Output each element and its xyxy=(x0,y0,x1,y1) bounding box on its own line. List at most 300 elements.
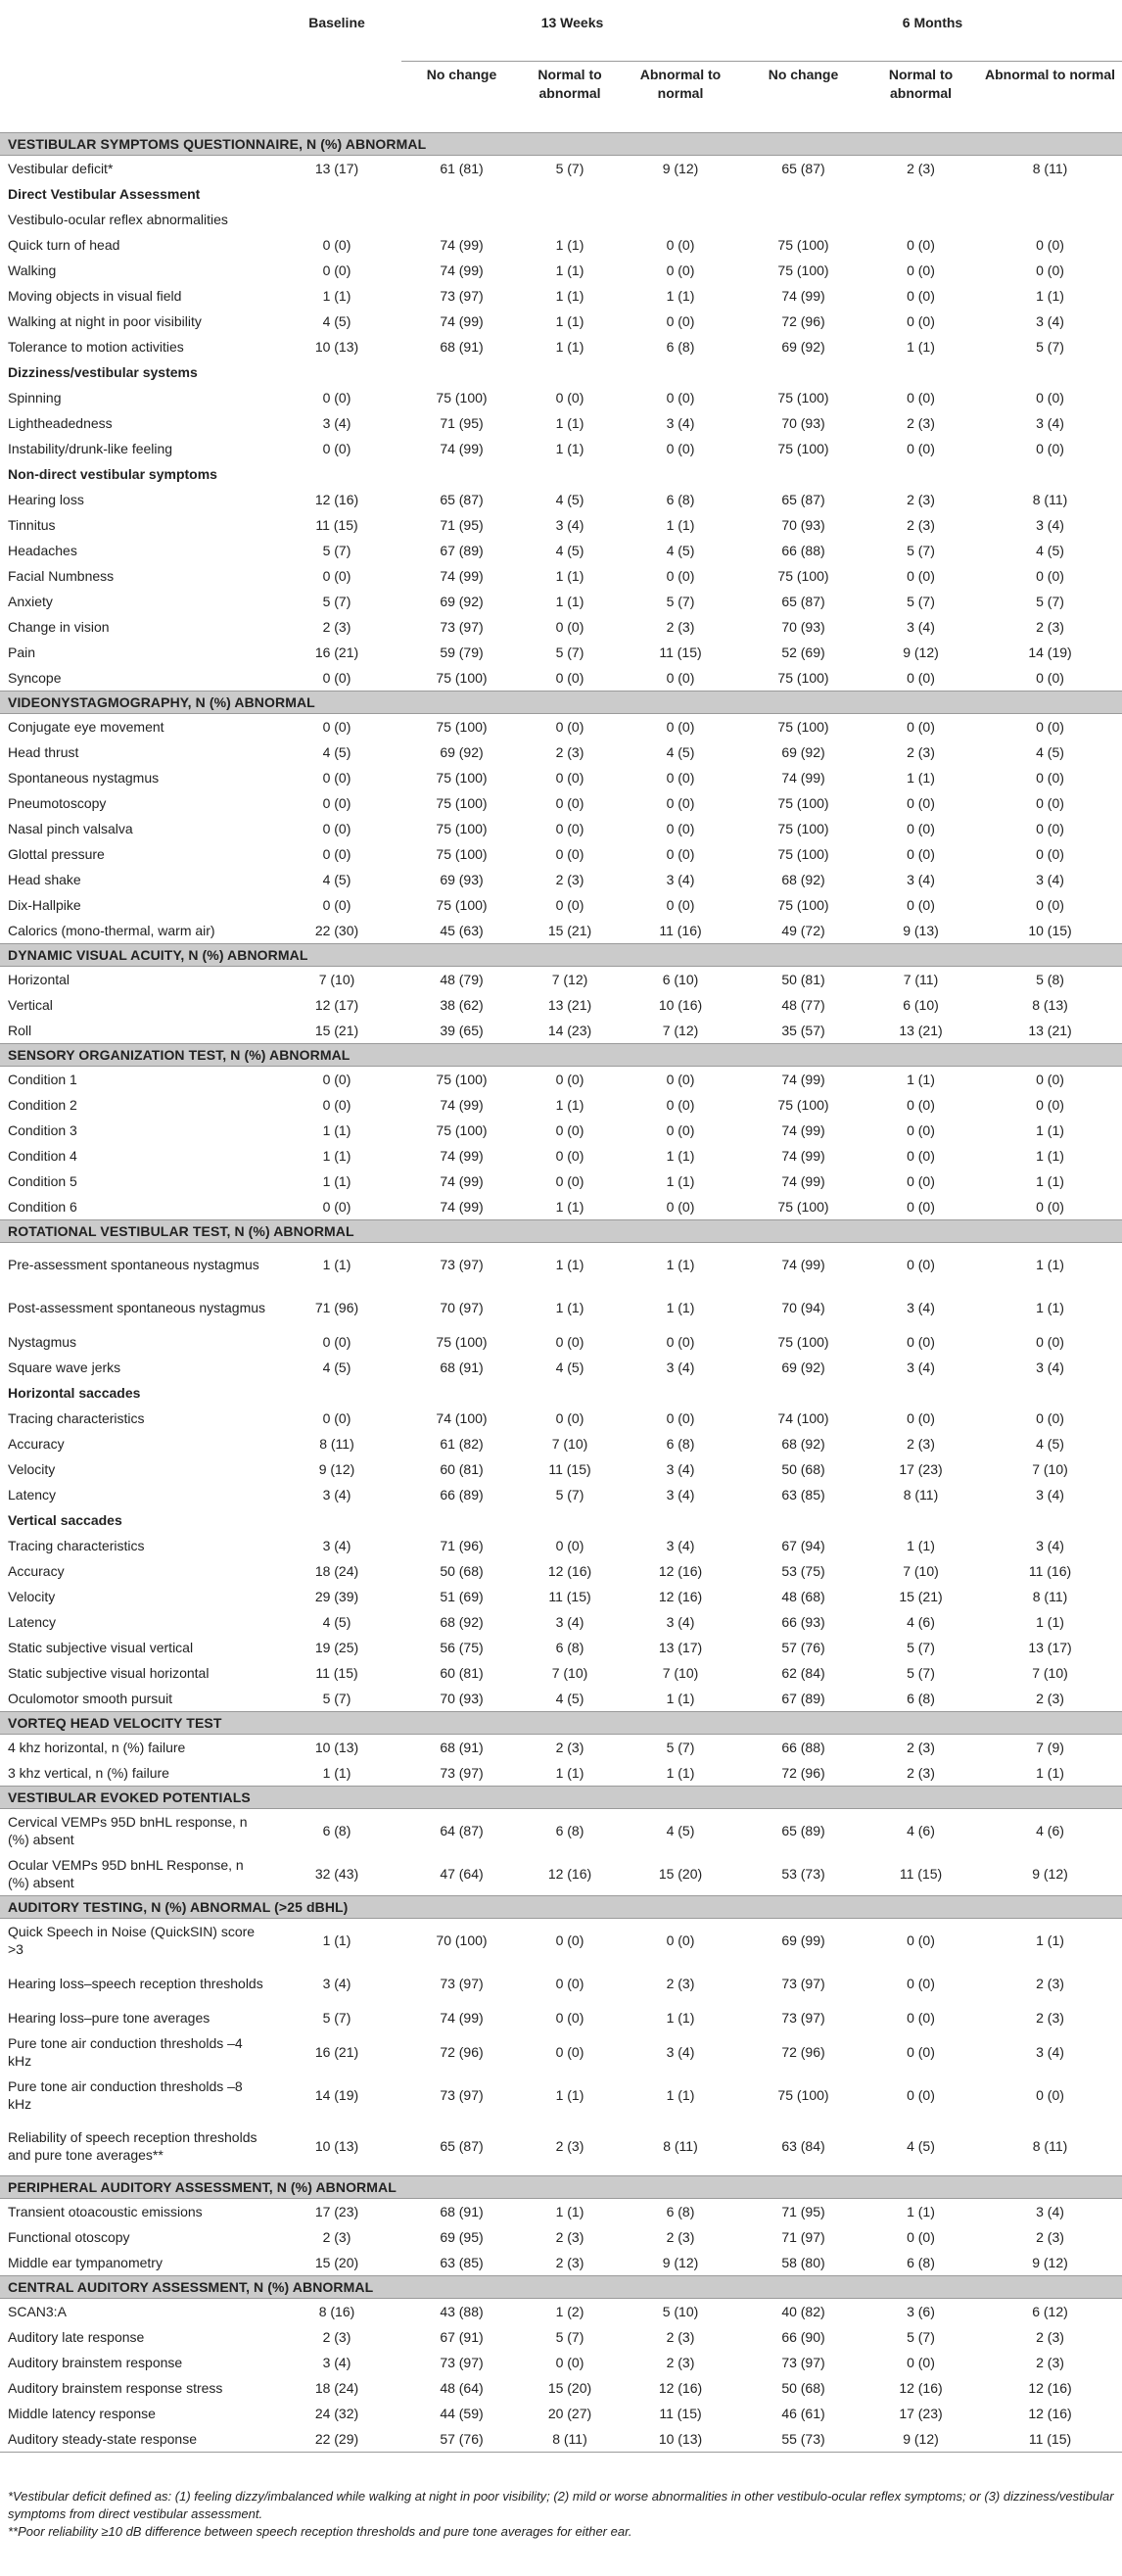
cell-13w-abnormal-to-normal: 13 (17) xyxy=(658,1640,703,1655)
cell-13w-no-change: 73 (97) xyxy=(440,1765,484,1781)
table-row xyxy=(0,2324,1122,2350)
cell-6m-no-change: 49 (72) xyxy=(781,923,825,938)
cell-6m-no-change: 72 (96) xyxy=(781,313,825,329)
row-label: Square wave jerks xyxy=(8,1360,121,1375)
cell-13w-normal-to-abnormal: 7 (10) xyxy=(551,1665,588,1681)
cell-6m-no-change: 74 (99) xyxy=(781,1072,825,1087)
cell-6m-no-change: 52 (69) xyxy=(781,644,825,660)
cell-baseline: 0 (0) xyxy=(322,719,351,735)
table-row xyxy=(0,640,1122,665)
cell-6m-abnormal-to-normal: 0 (0) xyxy=(1036,719,1064,735)
cell-13w-normal-to-abnormal: 15 (21) xyxy=(547,923,592,938)
cell-baseline: 22 (29) xyxy=(272,2426,401,2453)
cell-6m-normal-to-abnormal: 15 (21) xyxy=(899,1589,943,1604)
cell-13w-no-change: 65 (87) xyxy=(440,492,484,507)
cell-13w-no-change: 38 (62) xyxy=(440,997,484,1013)
cell-6m-normal-to-abnormal: 4 (6) xyxy=(907,1823,935,1838)
cell-13w-normal-to-abnormal: 0 (0) xyxy=(555,390,584,405)
section-title: VESTIBULAR SYMPTOMS QUESTIONNAIRE, N (%) ABNORMAL xyxy=(0,133,1122,156)
cell-13w-no-change: 69 (92) xyxy=(440,744,484,760)
cell-baseline: 16 (21) xyxy=(314,644,359,660)
cell-13w-abnormal-to-normal: 8 (11) xyxy=(663,2138,698,2154)
cell-13w-normal-to-abnormal: 1 (1) xyxy=(555,1765,584,1781)
cell-13w-no-change: 60 (81) xyxy=(440,1461,484,1477)
cell-13w-abnormal-to-normal: 1 (1) xyxy=(666,2010,695,2026)
cell-13w-abnormal-to-normal: 1 (1) xyxy=(666,1257,695,1272)
section-header-row xyxy=(0,1044,1122,1067)
cell-6m-normal-to-abnormal: 0 (0) xyxy=(907,1122,935,1138)
cell-6m-no-change: 65 (87) xyxy=(781,492,825,507)
cell-13w-no-change: 74 (99) xyxy=(440,262,484,278)
cell-13w-abnormal-to-normal: 2 (3) xyxy=(666,1976,695,1991)
cell-6m-normal-to-abnormal: 0 (0) xyxy=(907,1257,935,1272)
cell-13w-normal-to-abnormal: 12 (16) xyxy=(547,1866,592,1882)
table-row xyxy=(0,2375,1122,2401)
table-row xyxy=(0,1686,1122,1712)
cell-6m-normal-to-abnormal: 3 (4) xyxy=(907,1300,935,1315)
cell-13w-normal-to-abnormal: 3 (4) xyxy=(555,1614,584,1630)
table-row xyxy=(0,1760,1122,1787)
cell-13w-normal-to-abnormal: 0 (0) xyxy=(555,846,584,862)
cell-6m-normal-to-abnormal: 3 (4) xyxy=(907,872,935,887)
header-13w-normal-to-abnormal: Normal to abnormal xyxy=(538,67,602,101)
cell-6m-normal-to-abnormal: 8 (11) xyxy=(903,1487,939,1503)
cell-6m-no-change: 72 (96) xyxy=(781,1765,825,1781)
row-label: Auditory late response xyxy=(8,2329,145,2345)
cell-6m-abnormal-to-normal: 9 (12) xyxy=(1032,1866,1068,1882)
cell-13w-normal-to-abnormal: 1 (1) xyxy=(555,1300,584,1315)
cell-13w-normal-to-abnormal: 1 (1) xyxy=(555,568,584,584)
cell-13w-abnormal-to-normal: 7 (12) xyxy=(662,1023,699,1038)
cell-baseline: 18 (24) xyxy=(314,2380,359,2396)
cell-13w-no-change: 71 (95) xyxy=(440,415,484,431)
cell-13w-abnormal-to-normal: 9 (12) xyxy=(662,2255,699,2270)
cell-6m-normal-to-abnormal: 0 (0) xyxy=(907,846,935,862)
cell-6m-no-change: 53 (73) xyxy=(781,1866,825,1882)
cell-13w-normal-to-abnormal: 1 (1) xyxy=(555,1097,584,1113)
cell-6m-no-change: 48 (77) xyxy=(781,997,825,1013)
cell-6m-abnormal-to-normal: 2 (3) xyxy=(1036,1976,1064,1991)
cell-13w-no-change: 70 (93) xyxy=(440,1691,484,1706)
table-body xyxy=(0,133,1122,2453)
cell-6m-no-change: 70 (94) xyxy=(781,1300,825,1315)
cell-6m-normal-to-abnormal: 0 (0) xyxy=(907,897,935,913)
cell-13w-abnormal-to-normal: 2 (3) xyxy=(666,2329,695,2345)
row-label: Functional otoscopy xyxy=(8,2229,130,2245)
section-title: VIDEONYSTAGMOGRAPHY, N (%) ABNORMAL xyxy=(0,692,1122,714)
cell-6m-no-change: 75 (100) xyxy=(777,821,829,836)
table-row xyxy=(0,1635,1122,1660)
cell-13w-no-change: 50 (68) xyxy=(440,1563,484,1579)
cell-13w-no-change: 73 (97) xyxy=(440,619,484,635)
cell-6m-no-change: 68 (92) xyxy=(781,1436,825,1452)
cell-baseline: 0 (0) xyxy=(322,441,351,456)
row-label: Cervical VEMPs 95D bnHL response, n (%) absent xyxy=(8,1814,248,1847)
cell-baseline: 12 (16) xyxy=(314,492,359,507)
cell-6m-no-change: 69 (99) xyxy=(781,1932,825,1948)
cell-13w-normal-to-abnormal: 0 (0) xyxy=(555,1173,584,1189)
cell-13w-abnormal-to-normal: 2 (3) xyxy=(666,2229,695,2245)
cell-6m-normal-to-abnormal: 12 (16) xyxy=(899,2380,943,2396)
cell-13w-no-change: 73 (97) xyxy=(440,1257,484,1272)
cell-6m-normal-to-abnormal: 0 (0) xyxy=(907,390,935,405)
cell-6m-no-change: 70 (93) xyxy=(781,619,825,635)
table-row xyxy=(0,1735,1122,1761)
cell-6m-abnormal-to-normal: 12 (16) xyxy=(1028,2406,1072,2421)
table-row xyxy=(0,1482,1122,1507)
cell-6m-abnormal-to-normal: 1 (1) xyxy=(1036,1614,1064,1630)
cell-6m-no-change: 74 (99) xyxy=(781,1257,825,1272)
cell-13w-abnormal-to-normal: 6 (8) xyxy=(666,339,695,355)
row-label: Nasal pinch valsalva xyxy=(8,821,133,836)
row-label: Lightheadedness xyxy=(8,415,113,431)
table-row xyxy=(0,334,1122,359)
cell-6m-normal-to-abnormal: 0 (0) xyxy=(907,719,935,735)
cell-13w-normal-to-abnormal: 1 (1) xyxy=(555,339,584,355)
cell-6m-abnormal-to-normal: 10 (15) xyxy=(1028,923,1072,938)
cell-baseline: 0 (0) xyxy=(322,1334,351,1350)
row-label: Transient otoacoustic emissions xyxy=(8,2204,203,2219)
cell-13w-abnormal-to-normal: 7 (10) xyxy=(662,1665,699,1681)
cell-baseline: 5 (7) xyxy=(322,2010,351,2026)
row-label: Walking xyxy=(8,262,57,278)
row-label: Tolerance to motion activities xyxy=(8,339,184,355)
cell-baseline: 3 (4) xyxy=(322,1976,351,1991)
cell-6m-no-change: 66 (88) xyxy=(781,1740,825,1755)
cell-13w-abnormal-to-normal: 3 (4) xyxy=(666,1487,695,1503)
subsection-title: Direct Vestibular Assessment xyxy=(8,186,201,202)
cell-13w-abnormal-to-normal: 3 (4) xyxy=(666,1360,695,1375)
cell-6m-normal-to-abnormal: 5 (7) xyxy=(907,1665,935,1681)
cell-6m-abnormal-to-normal: 0 (0) xyxy=(1036,670,1064,686)
table-row xyxy=(0,1609,1122,1635)
cell-13w-normal-to-abnormal: 13 (21) xyxy=(547,997,592,1013)
cell-13w-normal-to-abnormal: 0 (0) xyxy=(555,821,584,836)
table-row xyxy=(0,436,1122,461)
cell-13w-normal-to-abnormal: 2 (3) xyxy=(555,1740,584,1755)
cell-13w-no-change: 71 (96) xyxy=(440,1538,484,1553)
cell-6m-normal-to-abnormal: 2 (3) xyxy=(907,1765,935,1781)
row-label: Static subjective visual vertical xyxy=(8,1640,194,1655)
cell-13w-abnormal-to-normal: 1 (1) xyxy=(666,517,695,533)
cell-13w-abnormal-to-normal: 2 (3) xyxy=(666,2355,695,2370)
header-baseline: Baseline xyxy=(308,15,365,30)
cell-13w-normal-to-abnormal: 14 (23) xyxy=(547,1023,592,1038)
row-label: Velocity xyxy=(8,1589,56,1604)
cell-6m-abnormal-to-normal: 8 (11) xyxy=(1032,2138,1068,2154)
cell-13w-abnormal-to-normal: 0 (0) xyxy=(666,441,695,456)
cell-6m-normal-to-abnormal: 0 (0) xyxy=(907,2087,935,2103)
cell-6m-no-change: 70 (93) xyxy=(781,517,825,533)
cell-6m-abnormal-to-normal: 0 (0) xyxy=(1036,2087,1064,2103)
table-row xyxy=(0,1355,1122,1380)
cell-13w-abnormal-to-normal: 1 (1) xyxy=(666,2087,695,2103)
table-header xyxy=(0,0,1122,133)
cell-13w-abnormal-to-normal: 3 (4) xyxy=(666,1538,695,1553)
cell-6m-normal-to-abnormal: 9 (12) xyxy=(903,644,939,660)
table-row xyxy=(0,2350,1122,2375)
cell-baseline: 0 (0) xyxy=(322,897,351,913)
row-label: Facial Numbness xyxy=(8,568,115,584)
cell-13w-abnormal-to-normal: 0 (0) xyxy=(666,795,695,811)
cell-6m-normal-to-abnormal: 0 (0) xyxy=(907,1932,935,1948)
section-header-row xyxy=(0,1787,1122,1809)
row-label: Static subjective visual horizontal xyxy=(8,1665,210,1681)
cell-6m-abnormal-to-normal: 2 (3) xyxy=(1036,1691,1064,1706)
cell-baseline: 8 (11) xyxy=(319,1436,354,1452)
cell-13w-no-change: 69 (93) xyxy=(440,872,484,887)
cell-13w-abnormal-to-normal: 4 (5) xyxy=(666,543,695,558)
cell-6m-no-change: 74 (99) xyxy=(781,288,825,304)
cell-13w-no-change: 74 (100) xyxy=(436,1410,488,1426)
table-row xyxy=(0,992,1122,1018)
row-label: Vertical xyxy=(8,997,53,1013)
cell-baseline: 71 (96) xyxy=(314,1300,359,1315)
cell-13w-abnormal-to-normal: 2 (3) xyxy=(666,619,695,635)
table-row xyxy=(0,790,1122,816)
row-label: Anxiety xyxy=(8,594,53,609)
cell-6m-normal-to-abnormal: 17 (23) xyxy=(899,2406,943,2421)
cell-baseline: 4 (5) xyxy=(322,1614,351,1630)
cell-6m-abnormal-to-normal: 1 (1) xyxy=(1036,1173,1064,1189)
cell-6m-no-change: 66 (90) xyxy=(781,2329,825,2345)
cell-6m-no-change: 62 (84) xyxy=(781,1665,825,1681)
table-row xyxy=(0,1584,1122,1609)
cell-13w-abnormal-to-normal: 0 (0) xyxy=(666,1334,695,1350)
row-label: Condition 5 xyxy=(8,1173,77,1189)
cell-6m-abnormal-to-normal: 1 (1) xyxy=(1036,288,1064,304)
cell-baseline: 1 (1) xyxy=(322,288,351,304)
cell-6m-abnormal-to-normal: 0 (0) xyxy=(1036,770,1064,786)
row-label: Tracing characteristics xyxy=(8,1410,145,1426)
cell-6m-normal-to-abnormal: 9 (12) xyxy=(864,2426,978,2453)
table-row xyxy=(0,1919,1122,1963)
cell-13w-normal-to-abnormal: 1 (1) xyxy=(555,262,584,278)
cell-6m-no-change: 53 (75) xyxy=(781,1563,825,1579)
cell-13w-abnormal-to-normal: 1 (1) xyxy=(666,1765,695,1781)
cell-6m-abnormal-to-normal: 1 (1) xyxy=(1036,1932,1064,1948)
cell-13w-abnormal-to-normal: 10 (16) xyxy=(658,997,703,1013)
cell-6m-no-change: 48 (68) xyxy=(781,1589,825,1604)
cell-baseline: 0 (0) xyxy=(322,670,351,686)
table-row xyxy=(0,765,1122,790)
cell-13w-abnormal-to-normal: 3 (4) xyxy=(666,2044,695,2060)
cell-13w-normal-to-abnormal: 0 (0) xyxy=(555,1072,584,1087)
group-label: Vestibulo-ocular reflex abnormalities xyxy=(8,212,228,227)
table-row xyxy=(0,2005,1122,2030)
cell-13w-no-change: 75 (100) xyxy=(436,1072,488,1087)
cell-13w-no-change: 74 (99) xyxy=(440,313,484,329)
row-label: Latency xyxy=(8,1614,57,1630)
cell-6m-abnormal-to-normal: 0 (0) xyxy=(1036,262,1064,278)
row-label: Nystagmus xyxy=(8,1334,77,1350)
section-title: PERIPHERAL AUDITORY ASSESSMENT, N (%) ABNORMAL xyxy=(0,2176,1122,2199)
cell-6m-abnormal-to-normal: 0 (0) xyxy=(1036,821,1064,836)
cell-6m-normal-to-abnormal: 1 (1) xyxy=(907,339,935,355)
cell-13w-normal-to-abnormal: 1 (1) xyxy=(555,594,584,609)
cell-13w-normal-to-abnormal: 1 (1) xyxy=(555,313,584,329)
cell-13w-no-change: 75 (100) xyxy=(436,897,488,913)
cell-13w-abnormal-to-normal: 6 (8) xyxy=(666,2204,695,2219)
section-title: SENSORY ORGANIZATION TEST, N (%) ABNORMAL xyxy=(0,1044,1122,1067)
cell-6m-normal-to-abnormal: 3 (6) xyxy=(907,2304,935,2319)
cell-baseline: 0 (0) xyxy=(322,846,351,862)
cell-13w-no-change: 47 (64) xyxy=(440,1866,484,1882)
cell-13w-abnormal-to-normal: 0 (0) xyxy=(666,846,695,862)
cell-6m-abnormal-to-normal: 6 (12) xyxy=(1032,2304,1068,2319)
cell-6m-normal-to-abnormal: 0 (0) xyxy=(907,821,935,836)
cell-6m-abnormal-to-normal: 1 (1) xyxy=(1036,1148,1064,1164)
cell-13w-normal-to-abnormal: 1 (1) xyxy=(555,441,584,456)
cell-6m-no-change: 69 (92) xyxy=(781,339,825,355)
cell-13w-no-change: 75 (100) xyxy=(436,846,488,862)
table-row xyxy=(0,867,1122,892)
cell-baseline: 14 (19) xyxy=(314,2087,359,2103)
table-row xyxy=(0,2426,1122,2453)
row-label: Instability/drunk-like feeling xyxy=(8,441,173,456)
cell-13w-no-change: 74 (99) xyxy=(440,568,484,584)
row-label: Dix-Hallpike xyxy=(8,897,81,913)
cell-13w-no-change: 73 (97) xyxy=(440,288,484,304)
cell-6m-no-change: 75 (100) xyxy=(777,846,829,862)
cell-6m-abnormal-to-normal: 4 (6) xyxy=(1036,1823,1064,1838)
row-label: Condition 1 xyxy=(8,1072,77,1087)
table-row xyxy=(0,2224,1122,2250)
header-blank-2 xyxy=(0,62,272,133)
cell-6m-abnormal-to-normal: 0 (0) xyxy=(1036,1097,1064,1113)
cell-13w-no-change: 75 (100) xyxy=(436,770,488,786)
cell-13w-normal-to-abnormal: 12 (16) xyxy=(547,1563,592,1579)
row-label: Auditory brainstem response stress xyxy=(8,2380,223,2396)
row-label: Quick Speech in Noise (QuickSIN) score >3 xyxy=(8,1924,256,1957)
table-row xyxy=(0,967,1122,993)
table-row xyxy=(0,614,1122,640)
cell-baseline: 11 (15) xyxy=(315,1665,358,1681)
cell-13w-no-change: 74 (99) xyxy=(440,441,484,456)
cell-6m-abnormal-to-normal: 0 (0) xyxy=(1036,1410,1064,1426)
row-label: Hearing loss–pure tone averages xyxy=(8,2010,210,2026)
cell-6m-abnormal-to-normal: 1 (1) xyxy=(1036,1257,1064,1272)
cell-6m-normal-to-abnormal: 0 (0) xyxy=(907,2044,935,2060)
cell-6m-no-change: 75 (100) xyxy=(777,897,829,913)
cell-6m-normal-to-abnormal: 2 (3) xyxy=(907,517,935,533)
cell-6m-normal-to-abnormal: 6 (8) xyxy=(907,1691,935,1706)
row-label: Spinning xyxy=(8,390,62,405)
cell-baseline: 11 (15) xyxy=(315,517,358,533)
cell-6m-no-change: 75 (100) xyxy=(777,1097,829,1113)
cell-13w-abnormal-to-normal: 6 (8) xyxy=(666,492,695,507)
cell-13w-abnormal-to-normal: 11 (16) xyxy=(659,923,702,938)
row-label: Horizontal xyxy=(8,972,70,987)
table-row xyxy=(0,1431,1122,1456)
cell-6m-abnormal-to-normal: 3 (4) xyxy=(1036,1360,1064,1375)
cell-13w-normal-to-abnormal: 1 (1) xyxy=(555,2204,584,2219)
cell-13w-no-change: 61 (81) xyxy=(440,161,484,176)
cell-6m-abnormal-to-normal: 0 (0) xyxy=(1036,1199,1064,1215)
cell-13w-abnormal-to-normal: 0 (0) xyxy=(666,313,695,329)
table-row xyxy=(0,1456,1122,1482)
cell-13w-normal-to-abnormal: 0 (0) xyxy=(555,719,584,735)
table-row xyxy=(0,739,1122,765)
cell-13w-normal-to-abnormal: 0 (0) xyxy=(555,1148,584,1164)
cell-13w-normal-to-abnormal: 0 (0) xyxy=(555,2010,584,2026)
row-label: Middle ear tympanometry xyxy=(8,2255,163,2270)
subsection-title: Horizontal saccades xyxy=(8,1385,141,1401)
row-label: Vestibular deficit* xyxy=(8,161,114,176)
cell-13w-abnormal-to-normal: 1 (1) xyxy=(666,1300,695,1315)
table-row xyxy=(0,2250,1122,2276)
cell-6m-no-change: 75 (100) xyxy=(777,670,829,686)
cell-13w-normal-to-abnormal: 8 (11) xyxy=(522,2426,618,2453)
cell-6m-normal-to-abnormal: 2 (3) xyxy=(907,161,935,176)
table-row xyxy=(0,1286,1122,1329)
section-header-row xyxy=(0,2176,1122,2199)
cell-6m-normal-to-abnormal: 0 (0) xyxy=(907,795,935,811)
section-header-row xyxy=(0,1896,1122,1919)
section-title: ROTATIONAL VESTIBULAR TEST, N (%) ABNORMAL xyxy=(0,1220,1122,1243)
cell-6m-normal-to-abnormal: 4 (6) xyxy=(907,1614,935,1630)
cell-13w-normal-to-abnormal: 1 (1) xyxy=(555,1257,584,1272)
cell-6m-normal-to-abnormal: 0 (0) xyxy=(907,670,935,686)
cell-6m-abnormal-to-normal: 5 (7) xyxy=(1036,594,1064,609)
cell-6m-no-change: 63 (84) xyxy=(781,2138,825,2154)
table-row xyxy=(0,892,1122,918)
table-row xyxy=(0,1558,1122,1584)
row-label: Change in vision xyxy=(8,619,110,635)
cell-13w-no-change: 73 (97) xyxy=(440,2355,484,2370)
cell-baseline: 7 (10) xyxy=(318,972,355,987)
cell-baseline: 0 (0) xyxy=(322,568,351,584)
cell-6m-no-change: 75 (100) xyxy=(777,568,829,584)
cell-13w-normal-to-abnormal: 0 (0) xyxy=(555,2044,584,2060)
cell-13w-abnormal-to-normal: 12 (16) xyxy=(658,1589,703,1604)
cell-baseline: 13 (17) xyxy=(314,161,359,176)
cell-baseline: 24 (32) xyxy=(314,2406,359,2421)
cell-6m-no-change: 75 (100) xyxy=(777,390,829,405)
cell-6m-normal-to-abnormal: 2 (3) xyxy=(907,744,935,760)
cell-baseline: 12 (17) xyxy=(314,997,359,1013)
cell-13w-abnormal-to-normal: 0 (0) xyxy=(666,670,695,686)
row-label: Condition 3 xyxy=(8,1122,77,1138)
table-row xyxy=(0,1092,1122,1118)
cell-6m-normal-to-abnormal: 1 (1) xyxy=(907,770,935,786)
row-label: Calorics (mono-thermal, warm air) xyxy=(8,923,215,938)
cell-6m-abnormal-to-normal: 3 (4) xyxy=(1036,1538,1064,1553)
cell-6m-abnormal-to-normal: 0 (0) xyxy=(1036,795,1064,811)
cell-13w-abnormal-to-normal: 9 (12) xyxy=(662,161,699,176)
cell-13w-abnormal-to-normal: 0 (0) xyxy=(666,1122,695,1138)
cell-13w-normal-to-abnormal: 5 (7) xyxy=(555,2329,584,2345)
row-label: Pain xyxy=(8,644,36,660)
subsection-title: Non-direct vestibular symptoms xyxy=(8,466,217,482)
section-title: AUDITORY TESTING, N (%) ABNORMAL (>25 dBHL) xyxy=(0,1896,1122,1919)
section-title: DYNAMIC VISUAL ACUITY, N (%) ABNORMAL xyxy=(0,944,1122,967)
subsection-title: Vertical saccades xyxy=(8,1512,122,1528)
cell-13w-abnormal-to-normal: 4 (5) xyxy=(666,744,695,760)
cell-6m-normal-to-abnormal: 2 (3) xyxy=(907,1740,935,1755)
cell-13w-normal-to-abnormal: 0 (0) xyxy=(555,795,584,811)
table-row xyxy=(0,2299,1122,2325)
table-row xyxy=(0,2117,1122,2176)
cell-6m-normal-to-abnormal: 2 (3) xyxy=(907,415,935,431)
cell-6m-no-change: 71 (97) xyxy=(781,2229,825,2245)
cell-6m-abnormal-to-normal: 13 (21) xyxy=(1028,1023,1072,1038)
section-title: CENTRAL AUDITORY ASSESSMENT, N (%) ABNORMAL xyxy=(0,2276,1122,2299)
table-row xyxy=(0,1406,1122,1431)
cell-6m-normal-to-abnormal: 5 (7) xyxy=(907,1640,935,1655)
cell-6m-abnormal-to-normal: 11 (15) xyxy=(978,2426,1122,2453)
cell-13w-normal-to-abnormal: 2 (3) xyxy=(555,872,584,887)
